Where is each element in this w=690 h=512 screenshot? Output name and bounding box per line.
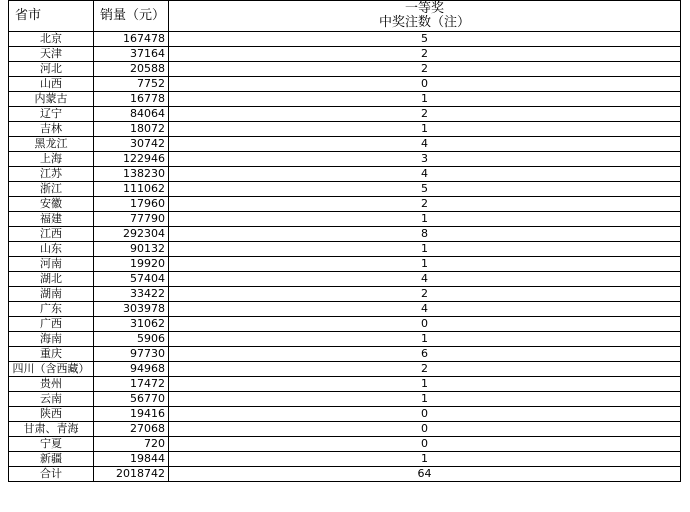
prize-count-cell: 0 xyxy=(169,77,681,92)
table-row xyxy=(9,317,681,332)
table-row xyxy=(9,422,681,437)
header-prize-line1: 一等奖 xyxy=(404,1,444,16)
sales-cell: 57404 xyxy=(94,272,169,287)
prize-count-cell: 4 xyxy=(169,302,681,317)
prize-count-cell: 8 xyxy=(169,227,681,242)
sales-cell: 84064 xyxy=(94,107,169,122)
prize-count-cell: 1 xyxy=(169,257,681,272)
table-row xyxy=(9,227,681,242)
prize-count-cell: 1 xyxy=(169,92,681,107)
sales-cell: 19920 xyxy=(94,257,169,272)
sales-cell: 77790 xyxy=(94,212,169,227)
province-cell: 浙江 xyxy=(9,182,94,197)
prize-count-cell: 0 xyxy=(169,422,681,437)
province-cell: 四川（含西藏） xyxy=(9,362,94,377)
sales-cell: 90132 xyxy=(94,242,169,257)
province-cell: 天津 xyxy=(9,47,94,62)
table-row xyxy=(9,377,681,392)
table-row xyxy=(9,122,681,137)
province-cell: 湖南 xyxy=(9,287,94,302)
table-row xyxy=(9,392,681,407)
province-cell: 吉林 xyxy=(9,122,94,137)
table-row xyxy=(9,62,681,77)
sales-cell: 27068 xyxy=(94,422,169,437)
prize-count-cell: 4 xyxy=(169,137,681,152)
sales-cell: 167478 xyxy=(94,32,169,47)
sales-cell: 19844 xyxy=(94,452,169,467)
prize-count-cell: 1 xyxy=(169,242,681,257)
table-row xyxy=(9,257,681,272)
prize-count-cell: 0 xyxy=(169,317,681,332)
sales-cell: 122946 xyxy=(94,152,169,167)
prize-count-cell: 1 xyxy=(169,392,681,407)
lottery-sales-table xyxy=(8,0,681,482)
table-row xyxy=(9,272,681,287)
prize-count-cell: 2 xyxy=(169,287,681,302)
sales-cell: 94968 xyxy=(94,362,169,377)
province-cell: 海南 xyxy=(9,332,94,347)
sales-cell: 7752 xyxy=(94,77,169,92)
prize-count-cell: 1 xyxy=(169,212,681,227)
sales-cell: 18072 xyxy=(94,122,169,137)
prize-count-cell: 0 xyxy=(169,407,681,422)
sales-cell: 303978 xyxy=(94,302,169,317)
sales-cell: 292304 xyxy=(94,227,169,242)
sales-cell: 16778 xyxy=(94,92,169,107)
province-cell: 内蒙古 xyxy=(9,92,94,107)
province-cell: 江西 xyxy=(9,227,94,242)
table-row xyxy=(9,167,681,182)
sales-cell: 31062 xyxy=(94,317,169,332)
sales-cell: 720 xyxy=(94,437,169,452)
table-row xyxy=(9,77,681,92)
prize-count-cell: 2 xyxy=(169,197,681,212)
table-row xyxy=(9,407,681,422)
province-cell: 重庆 xyxy=(9,347,94,362)
total-row xyxy=(9,467,681,482)
table-row xyxy=(9,287,681,302)
sales-cell: 138230 xyxy=(94,167,169,182)
table-row xyxy=(9,182,681,197)
table-row xyxy=(9,32,681,47)
prize-count-cell: 4 xyxy=(169,272,681,287)
province-cell: 贵州 xyxy=(9,377,94,392)
table-row xyxy=(9,152,681,167)
sales-cell: 5906 xyxy=(94,332,169,347)
province-cell: 安徽 xyxy=(9,197,94,212)
province-cell: 陕西 xyxy=(9,407,94,422)
province-cell: 甘肃、青海 xyxy=(9,422,94,437)
prize-count-cell: 2 xyxy=(169,62,681,77)
sales-cell: 37164 xyxy=(94,47,169,62)
header-prize-line2: 中奖注数（注） xyxy=(378,15,470,30)
sales-cell: 17960 xyxy=(94,197,169,212)
province-cell: 新疆 xyxy=(9,452,94,467)
province-cell: 北京 xyxy=(9,32,94,47)
province-cell: 上海 xyxy=(9,152,94,167)
province-cell: 福建 xyxy=(9,212,94,227)
sales-cell: 97730 xyxy=(94,347,169,362)
province-cell: 河北 xyxy=(9,62,94,77)
prize-count-cell: 6 xyxy=(169,347,681,362)
sales-cell: 33422 xyxy=(94,287,169,302)
header-sales: 销量（元） xyxy=(94,1,169,32)
total-count: 64 xyxy=(169,467,681,482)
province-cell: 湖北 xyxy=(9,272,94,287)
sales-cell: 111062 xyxy=(94,182,169,197)
province-cell: 黑龙江 xyxy=(9,137,94,152)
table-row xyxy=(9,452,681,467)
province-cell: 宁夏 xyxy=(9,437,94,452)
prize-count-cell: 2 xyxy=(169,47,681,62)
header-province: 省市 xyxy=(9,1,94,32)
table-row xyxy=(9,92,681,107)
header-first-prize xyxy=(169,1,681,32)
prize-count-cell: 1 xyxy=(169,332,681,347)
table-row xyxy=(9,197,681,212)
province-cell: 广东 xyxy=(9,302,94,317)
prize-count-cell: 1 xyxy=(169,452,681,467)
table-row xyxy=(9,242,681,257)
sales-cell: 17472 xyxy=(94,377,169,392)
prize-count-cell: 2 xyxy=(169,107,681,122)
prize-count-cell: 5 xyxy=(169,182,681,197)
province-cell: 广西 xyxy=(9,317,94,332)
province-cell: 云南 xyxy=(9,392,94,407)
sales-cell: 20588 xyxy=(94,62,169,77)
total-label: 合计 xyxy=(9,467,94,482)
table-row xyxy=(9,437,681,452)
table-row xyxy=(9,347,681,362)
province-cell: 河南 xyxy=(9,257,94,272)
table-row xyxy=(9,302,681,317)
prize-count-cell: 5 xyxy=(169,32,681,47)
table-row xyxy=(9,107,681,122)
prize-count-cell: 2 xyxy=(169,362,681,377)
table-row xyxy=(9,47,681,62)
province-cell: 江苏 xyxy=(9,167,94,182)
sales-cell: 30742 xyxy=(94,137,169,152)
province-cell: 山西 xyxy=(9,77,94,92)
prize-count-cell: 1 xyxy=(169,122,681,137)
prize-count-cell: 4 xyxy=(169,167,681,182)
total-sales: 2018742 xyxy=(94,467,169,482)
table-row xyxy=(9,212,681,227)
prize-count-cell: 1 xyxy=(169,377,681,392)
prize-count-cell: 3 xyxy=(169,152,681,167)
sales-cell: 56770 xyxy=(94,392,169,407)
table-row xyxy=(9,137,681,152)
table-row xyxy=(9,362,681,377)
prize-count-cell: 0 xyxy=(169,437,681,452)
province-cell: 辽宁 xyxy=(9,107,94,122)
header-row xyxy=(9,1,681,32)
sales-cell: 19416 xyxy=(94,407,169,422)
table-row xyxy=(9,332,681,347)
province-cell: 山东 xyxy=(9,242,94,257)
